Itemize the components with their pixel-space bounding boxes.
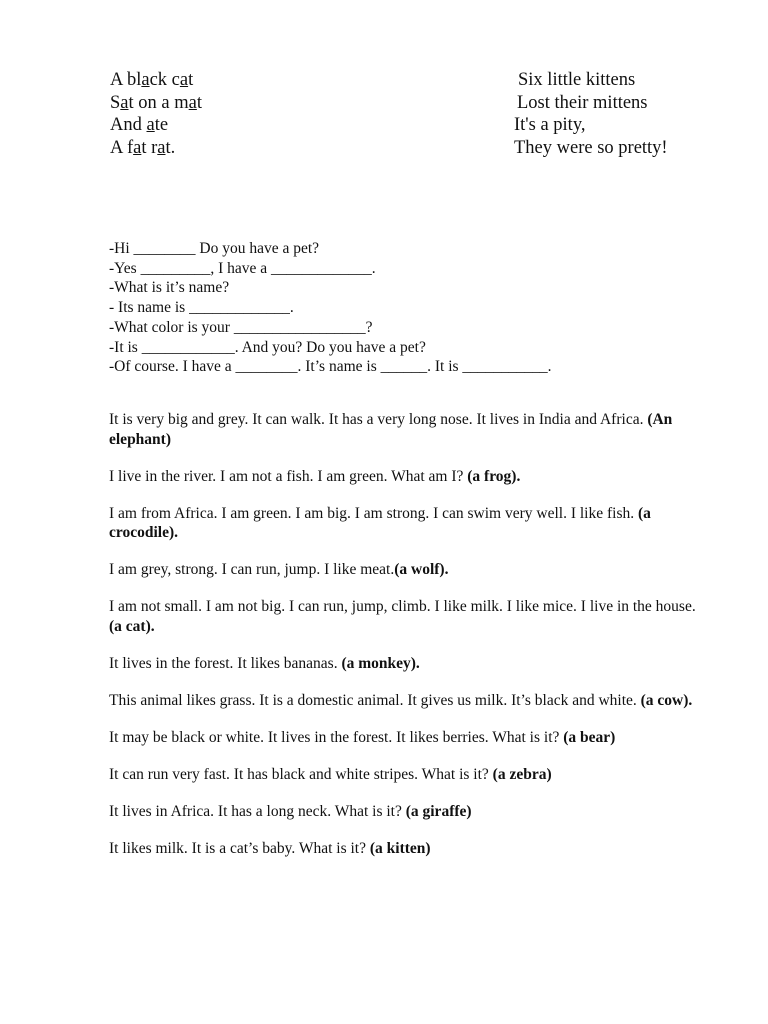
dialog-exercise bbox=[109, 239, 552, 377]
riddle: I live in the river. I am not a fish. I am green. What am I? (a frog). bbox=[109, 467, 521, 485]
poem-line: And ate bbox=[110, 115, 169, 135]
underlined-vowel: a bbox=[133, 137, 142, 158]
dialog-line: -It is ____________. And you? Do you have a pet? bbox=[109, 338, 426, 356]
underlined-vowel: a bbox=[188, 92, 197, 113]
poem-line: They were so pretty! bbox=[514, 137, 668, 158]
underlined-vowel: a bbox=[146, 115, 155, 135]
riddle-answer: (An elephant) bbox=[109, 411, 673, 448]
dialog-line: -Yes _________, I have a _____________. bbox=[109, 259, 376, 277]
riddle-answer: (a frog). bbox=[467, 467, 521, 485]
riddle: It can run very fast. It has black and white stripes. What is it? (a zebra) bbox=[109, 765, 552, 783]
riddle-answer: (a cow). bbox=[640, 691, 693, 709]
riddle: It is very big and grey. It can walk. It has a very long nose. It lives in India and Africa. (An elephant) bbox=[109, 411, 673, 448]
riddle-answer: (a giraffe) bbox=[405, 802, 472, 820]
dialog-line: -Of course. I have a ________. It’s name is ______. It is ___________. bbox=[109, 358, 552, 376]
poem-kittens bbox=[514, 69, 668, 159]
underlined-vowel: a bbox=[179, 70, 189, 90]
riddle: I am from Africa. I am green. I am big. I am strong. I can swim very well. I like fish. (a crocodile). bbox=[109, 504, 651, 541]
poem-line: Sat on a mat bbox=[110, 92, 202, 113]
riddle-answer: (a zebra) bbox=[492, 765, 552, 783]
riddle-answer: (a wolf). bbox=[394, 561, 449, 578]
dialog-line: -Hi ________ Do you have a pet? bbox=[109, 240, 320, 257]
riddle: It likes milk. It is a cat’s baby. What is it? (a kitten) bbox=[109, 839, 431, 857]
poem-line: A black cat bbox=[110, 70, 194, 90]
riddle: I am not small. I am not big. I can run, jump, climb. I like milk. I like mice. I live in the house. (a cat). bbox=[109, 598, 696, 635]
poem-line: Lost their mittens bbox=[517, 92, 648, 113]
riddle-answer: (a bear) bbox=[563, 728, 616, 746]
dialog-line: -What is it’s name? bbox=[109, 279, 230, 297]
riddle: It lives in Africa. It has a long neck. What is it? (a giraffe) bbox=[109, 802, 472, 820]
riddle: It lives in the forest. It likes bananas. (a monkey). bbox=[109, 654, 420, 672]
dialog-line: - Its name is _____________. bbox=[109, 299, 294, 317]
riddle-answer: (a monkey). bbox=[341, 654, 420, 672]
underlined-vowel: a bbox=[141, 70, 150, 90]
poem-line: Six little kittens bbox=[518, 70, 636, 90]
underlined-vowel: a bbox=[157, 137, 166, 158]
riddle-answer: (a kitten) bbox=[369, 839, 431, 857]
poem-line: It's a pity, bbox=[514, 115, 586, 135]
riddle-answer: (a crocodile). bbox=[109, 504, 651, 541]
riddle-list bbox=[109, 410, 709, 876]
riddle-answer: (a cat). bbox=[109, 617, 155, 635]
underlined-vowel: a bbox=[120, 92, 129, 113]
riddle: I am grey, strong. I can run, jump. I like meat.(a wolf). bbox=[109, 561, 449, 578]
riddle: This animal likes grass. It is a domestic animal. It gives us milk. It’s black and white. (a cow). bbox=[109, 691, 693, 709]
poem-black-cat bbox=[110, 69, 202, 159]
poem-line: A fat rat. bbox=[110, 137, 176, 158]
riddle: It may be black or white. It lives in the forest. It likes berries. What is it? (a bear) bbox=[109, 728, 616, 746]
dialog-line: -What color is your _________________? bbox=[109, 318, 373, 336]
